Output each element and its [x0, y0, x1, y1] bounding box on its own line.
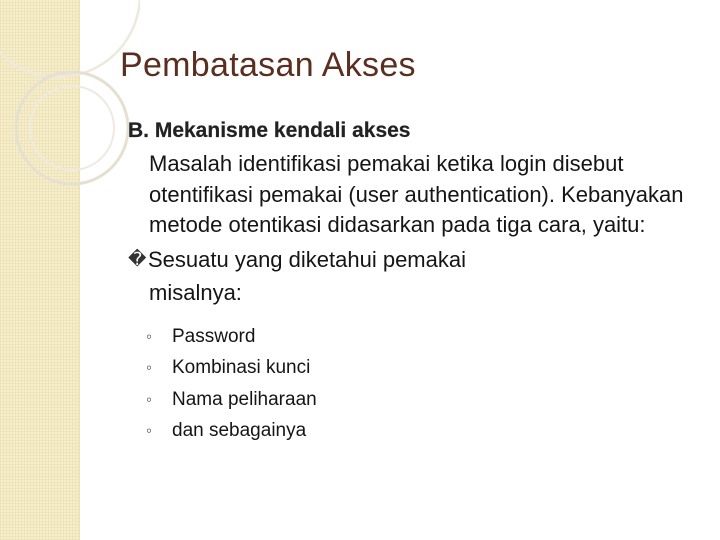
deco-circle-large	[0, 0, 140, 77]
sub-bullet-item	[146, 352, 698, 384]
slide-title: Pembatasan Akses	[120, 46, 416, 84]
main-bullet	[128, 244, 698, 275]
sub-bullet-label: Kombinasi kunci	[172, 357, 311, 378]
main-bullet-text: Sesuatu yang diketahui pemakai	[148, 246, 466, 272]
deco-circle-medium	[16, 72, 128, 184]
hollow-bullet-icon: ◦	[146, 421, 153, 440]
hollow-bullet-icon: ◦	[146, 358, 153, 377]
sub-bullet-item	[146, 384, 698, 416]
sub-bullet-label: dan sebagainya	[172, 420, 307, 441]
sub-bullet-label: Nama peliharaan	[172, 388, 317, 410]
section-heading: B. Mekanisme kendali akses	[128, 119, 411, 142]
sub-bullet-label: Password	[172, 325, 256, 347]
intro-paragraph: Masalah identifikasi pemakai ketika login disebut otentifikasi pemakai (user authentication). Kebanyakan metode otentikasi didasarkan pada tiga cara, yaitu:	[149, 151, 684, 237]
hollow-bullet-icon: ◦	[146, 326, 153, 346]
decorative-circles	[0, 0, 140, 200]
box-glyph-icon: �	[128, 248, 147, 269]
hollow-bullet-icon: ◦	[146, 389, 153, 409]
slide-content	[128, 117, 698, 447]
sub-bullet-list	[128, 321, 698, 447]
deco-circle-inner	[30, 86, 114, 170]
main-bullet-continuation: misalnya:	[149, 279, 242, 305]
sub-bullet-item	[146, 415, 698, 447]
sub-bullet-item	[146, 321, 698, 353]
